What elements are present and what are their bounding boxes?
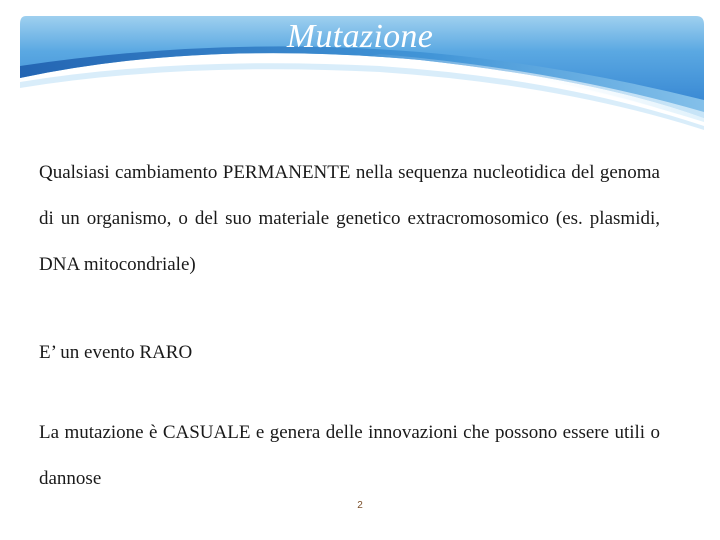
slide-body (39, 150, 660, 502)
rare-event-paragraph: E’ un evento RARO (39, 342, 193, 363)
random-mutation-paragraph: La mutazione è CASUALE e genera delle innovazioni che possono essere utili o dannose (39, 422, 660, 489)
page-number: 2 (357, 500, 363, 511)
slide-title: Mutazione (286, 18, 434, 55)
definition-paragraph: Qualsiasi cambiamento PERMANENTE nella sequenza nucleotidica del genoma di un organismo, o del suo materiale genetico extracromosomico (es. plasmidi, DNA mitocondriale) (39, 162, 660, 275)
